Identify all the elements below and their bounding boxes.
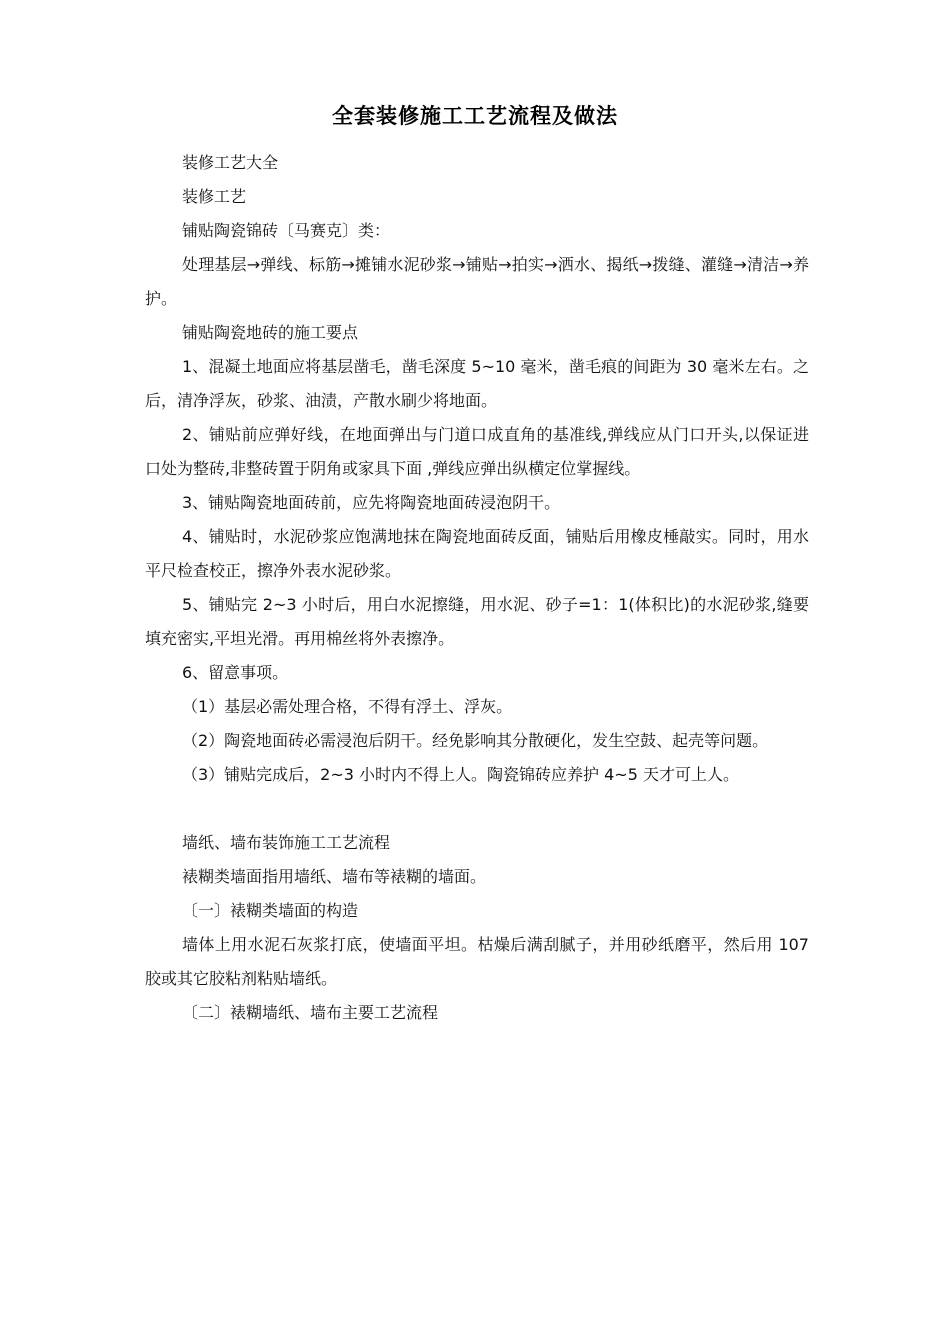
paragraph: 处理基层→弹线、标筋→摊铺水泥砂浆→铺贴→拍实→洒水、揭纸→拨缝、灌缝→清洁→养护。 (145, 255, 809, 308)
document-title: 全套装修施工工艺流程及做法 (332, 104, 618, 128)
paragraph: （1）基层必需处理合格，不得有浮土、浮灰。 (182, 697, 513, 716)
paragraph: （2）陶瓷地面砖必需浸泡后阴干。经免影响其分散硬化，发生空鼓、起壳等问题。 (182, 731, 769, 750)
paragraph: 装修工艺 (182, 187, 247, 206)
section-spacer (145, 792, 809, 826)
paragraph: 5、铺贴完 2~3 小时后，用白水泥擦缝，用水泥、砂子=1：1(体积比)的水泥砂浆,缝要填充密实,平坦光滑。再用棉丝将外表擦净。 (145, 595, 809, 648)
paragraph: 3、铺贴陶瓷地面砖前，应先将陶瓷地面砖浸泡阴干。 (182, 493, 561, 512)
document-body (145, 146, 809, 1030)
paragraph: 〔一〕裱糊类墙面的构造 (182, 901, 359, 920)
paragraph: 4、铺贴时，水泥砂浆应饱满地抹在陶瓷地面砖反面，铺贴后用橡皮棰敲实。同时，用水平尺检查校正，擦净外表水泥砂浆。 (145, 527, 809, 580)
paragraph: 铺贴陶瓷地砖的施工要点 (182, 323, 359, 342)
paragraph: 墙体上用水泥石灰浆打底，使墙面平坦。枯燥后满刮腻子，并用砂纸磨平，然后用 107 胶或其它胶粘剂粘贴墙纸。 (145, 935, 809, 988)
paragraph: 墙纸、墙布装饰施工工艺流程 (182, 833, 391, 852)
paragraph: 装修工艺大全 (182, 153, 279, 172)
paragraph: 6、留意事项。 (182, 663, 289, 682)
paragraph: 〔二〕裱糊墙纸、墙布主要工艺流程 (182, 1003, 439, 1022)
paragraph: 裱糊类墙面指用墙纸、墙布等裱糊的墙面。 (182, 867, 487, 886)
paragraph: 1、混凝土地面应将基层凿毛，凿毛深度 5~10 毫米，凿毛痕的间距为 30 毫米左右。之后，清净浮灰，砂浆、油渍，产散水刷少将地面。 (145, 357, 809, 410)
paragraph: 铺贴陶瓷锦砖〔马赛克〕类： (182, 221, 391, 240)
paragraph: 2、铺贴前应弹好线，在地面弹出与门道口成直角的基准线,弹线应从门口开头,以保证进口处为整砖,非整砖置于阴角或家具下面 ,弹线应弹出纵横定位掌握线。 (145, 425, 809, 478)
paragraph: （3）铺贴完成后，2~3 小时内不得上人。陶瓷锦砖应养护 4~5 天才可上人。 (182, 765, 739, 784)
